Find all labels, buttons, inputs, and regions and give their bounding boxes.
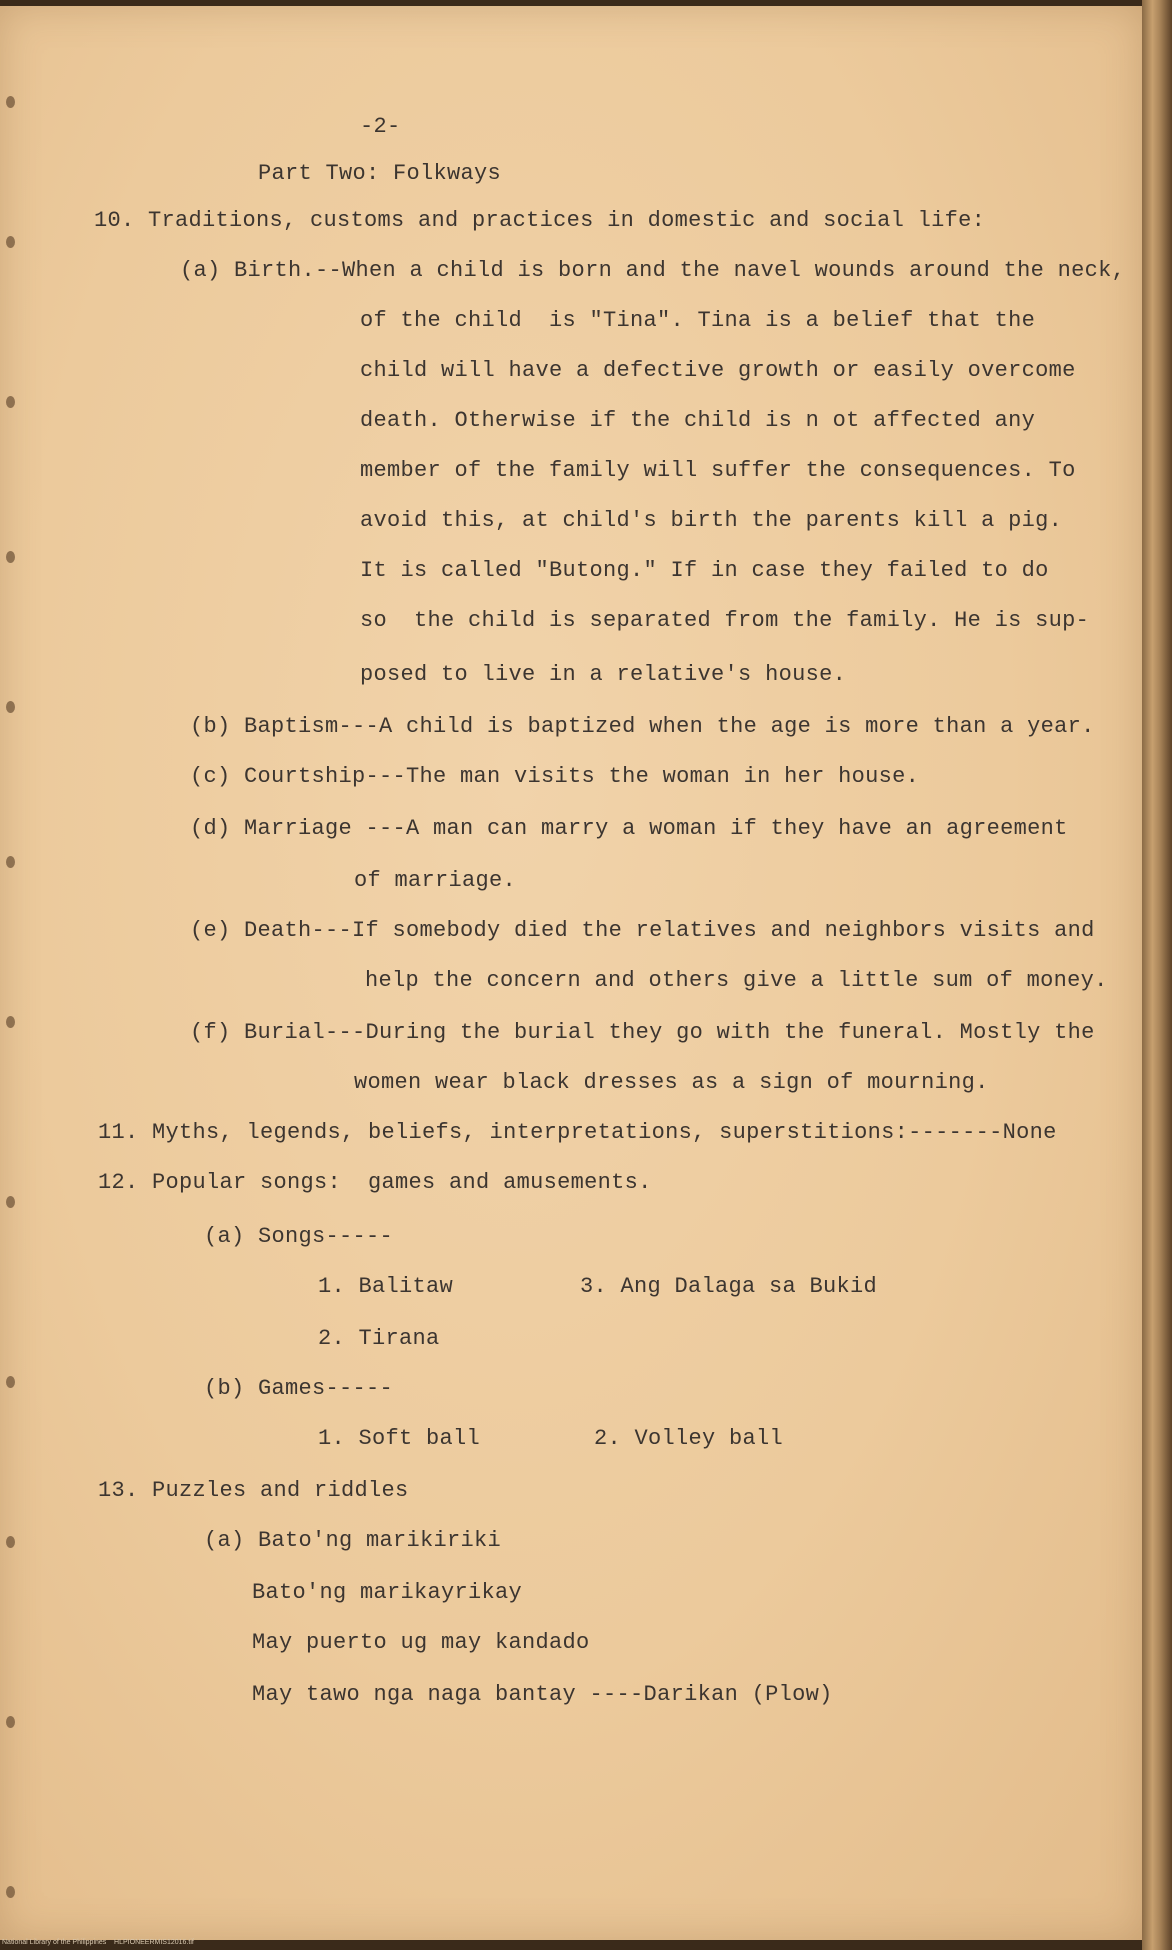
burial-line: women wear black dresses as a sign of mourning. xyxy=(354,1070,989,1095)
riddle-line: (a) Bato'ng marikiriki xyxy=(204,1528,502,1553)
part-heading: Part Two: Folkways xyxy=(258,161,502,186)
birth-line: avoid this, at child's birth the parents kill a pig. xyxy=(360,508,1063,533)
burial-line: (f) Burial---During the burial they go with the funeral. Mostly the xyxy=(190,1020,1095,1045)
marriage-line: of marriage. xyxy=(354,868,517,893)
baptism-line: (b) Baptism---A child is baptized when the age is more than a year. xyxy=(190,714,1095,739)
binding-hole xyxy=(6,551,15,563)
birth-line: posed to live in a relative's house. xyxy=(360,662,847,687)
games-label: (b) Games----- xyxy=(204,1376,394,1401)
binding-hole xyxy=(6,1016,15,1028)
binding-hole xyxy=(6,1716,15,1728)
binding-hole xyxy=(6,856,15,868)
song-item: 1. Balitaw xyxy=(318,1274,454,1299)
game-item: 2. Volley ball xyxy=(594,1426,784,1451)
riddle-line: May tawo nga naga bantay ----Darikan (Plow) xyxy=(252,1682,833,1707)
birth-line: so the child is separated from the family. He is sup- xyxy=(360,608,1090,633)
binding-hole xyxy=(6,96,15,108)
binding-hole xyxy=(6,1196,15,1208)
riddle-line: Bato'ng marikayrikay xyxy=(252,1580,523,1605)
binding-hole xyxy=(6,1886,15,1898)
birth-line: member of the family will suffer the consequences. To xyxy=(360,458,1076,483)
section-10-heading: 10. Traditions, customs and practices in domestic and social life: xyxy=(94,208,986,233)
death-line: help the concern and others give a little sum of money. xyxy=(365,968,1108,993)
binding-hole xyxy=(6,396,15,408)
scan-footer: National Library of the Philippines HLPIONEERMIS12016.tif xyxy=(2,1939,194,1946)
binding-hole xyxy=(6,1376,15,1388)
birth-line: (a) Birth.--When a child is born and the navel wounds around the neck, xyxy=(180,258,1126,283)
section-11-heading: 11. Myths, legends, beliefs, interpretations, superstitions:-------None xyxy=(98,1120,1057,1145)
marriage-line: (d) Marriage ---A man can marry a woman if they have an agreement xyxy=(190,816,1068,841)
birth-line: of the child is "Tina". Tina is a belief that the xyxy=(360,308,1036,333)
section-12-heading: 12. Popular songs: games and amusements. xyxy=(98,1170,652,1195)
document-page xyxy=(0,6,1142,1940)
birth-line: death. Otherwise if the child is n ot affected any xyxy=(360,408,1036,433)
song-item: 3. Ang Dalaga sa Bukid xyxy=(580,1274,878,1299)
page-number: -2- xyxy=(360,114,401,139)
death-line: (e) Death---If somebody died the relatives and neighbors visits and xyxy=(190,918,1095,943)
courtship-line: (c) Courtship---The man visits the woman in her house. xyxy=(190,764,920,789)
songs-label: (a) Songs----- xyxy=(204,1224,394,1249)
game-item: 1. Soft ball xyxy=(318,1426,481,1451)
section-13-heading: 13. Puzzles and riddles xyxy=(98,1478,409,1503)
song-item: 2. Tirana xyxy=(318,1326,440,1351)
riddle-line: May puerto ug may kandado xyxy=(252,1630,590,1655)
binding-hole xyxy=(6,236,15,248)
binding-hole xyxy=(6,1536,15,1548)
book-binding-edge xyxy=(1142,0,1172,1950)
birth-line: It is called "Butong." If in case they failed to do xyxy=(360,558,1049,583)
binding-hole xyxy=(6,701,15,713)
birth-line: child will have a defective growth or easily overcome xyxy=(360,358,1076,383)
